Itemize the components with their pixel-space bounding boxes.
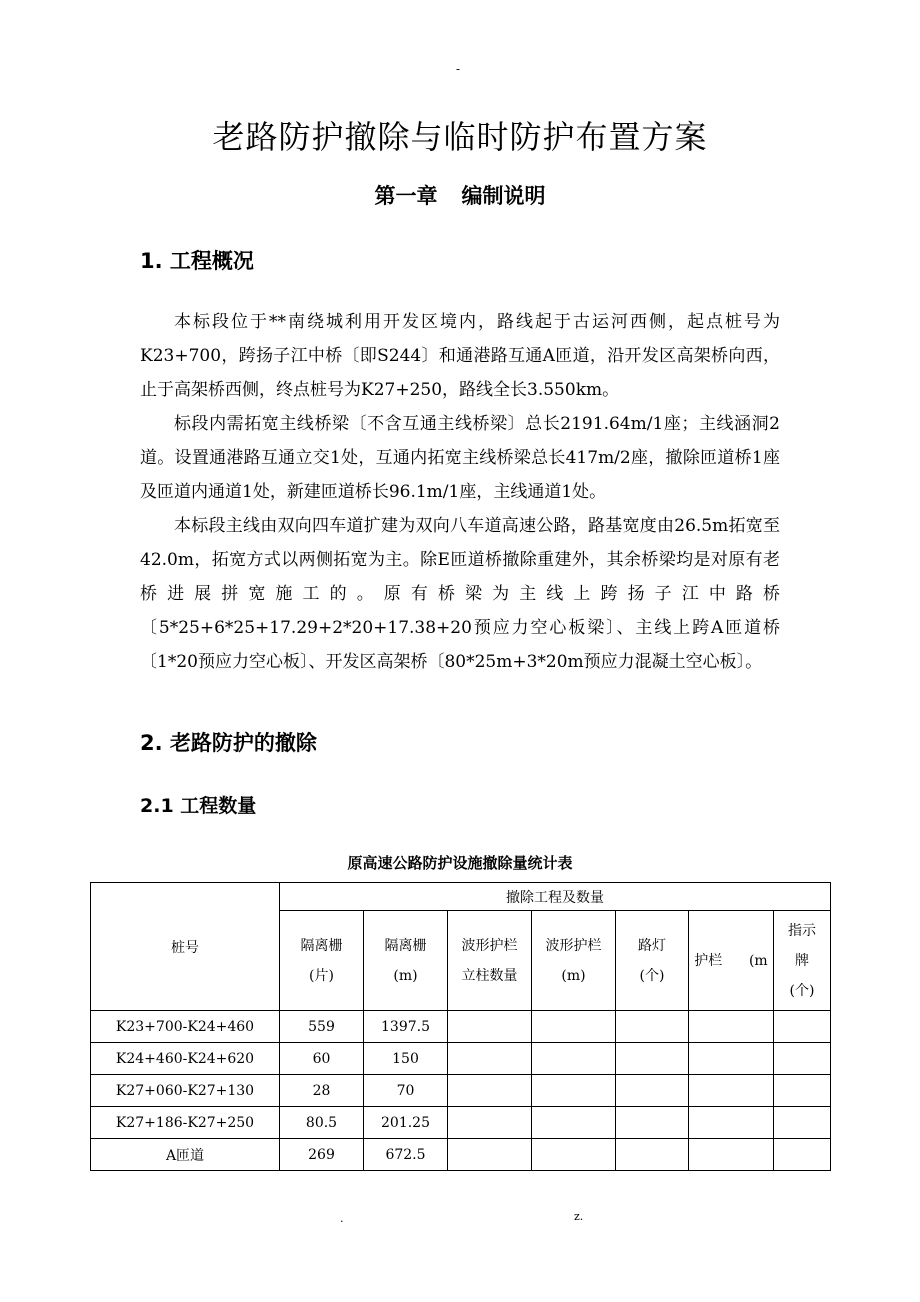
chapter-number: 第一章 xyxy=(374,184,438,208)
guardrail-posts-cell xyxy=(448,1011,532,1043)
paragraph-3: 本标段主线由双向四车道扩建为双向八车道高速公路，路基宽度由26.5m拓宽至42.0m，拓宽方式以两侧拓宽为主。除E匝道桥撤除重建外，其余桥梁均是对原有老桥进展拼宽施工的。原有桥梁为主线上跨扬子江中路桥〔5*25+6*25+17.29+2*20+17.38+20预应力空心板梁〕、主线上跨A匝道桥〔1*20预应力空心板〕、开发区高架桥〔80*25m+3*20m预应力混凝土空心板〕。 xyxy=(140,516,780,672)
column-header: 隔离栅 (片) xyxy=(280,911,364,1011)
column-header: 指示 牌 (个) xyxy=(774,911,831,1011)
sign-cell xyxy=(774,1075,831,1107)
fence-length-cell: 1397.5 xyxy=(364,1011,448,1043)
section-1-heading: 1. 工程概况 xyxy=(140,249,254,273)
guardrail-length-cell xyxy=(532,1075,616,1107)
footer-left-mark: . xyxy=(340,1212,344,1225)
column-header: 波形护栏 立柱数量 xyxy=(448,911,532,1011)
street-light-cell xyxy=(616,1139,689,1171)
table-row xyxy=(91,1043,831,1075)
chapter-heading xyxy=(0,180,920,210)
fence-length-cell: 201.25 xyxy=(364,1107,448,1139)
removal-statistics-table xyxy=(90,882,831,1171)
document-title: 老路防护撤除与临时防护布置方案 xyxy=(212,118,708,156)
stake-header: 桩号 xyxy=(91,883,280,1011)
footer-right-mark: z. xyxy=(574,1210,584,1223)
section-2-1-heading: 2.1 工程数量 xyxy=(140,795,257,817)
stake-cell: K27+186-K27+250 xyxy=(91,1107,280,1139)
stake-cell: K23+700-K24+460 xyxy=(91,1011,280,1043)
sign-cell xyxy=(774,1139,831,1171)
stake-cell: A匝道 xyxy=(91,1139,280,1171)
sign-cell xyxy=(774,1043,831,1075)
chapter-name: 编制说明 xyxy=(461,184,546,208)
section-1-body xyxy=(140,305,780,679)
table-row xyxy=(91,1075,831,1107)
fence-length-cell: 70 xyxy=(364,1075,448,1107)
barrier-cell xyxy=(689,1139,774,1171)
group-header: 撤除工程及数量 xyxy=(280,883,831,911)
guardrail-posts-cell xyxy=(448,1139,532,1171)
stake-cell: K27+060-K27+130 xyxy=(91,1075,280,1107)
sign-cell xyxy=(774,1107,831,1139)
fence-length-cell: 672.5 xyxy=(364,1139,448,1171)
stake-cell: K24+460-K24+620 xyxy=(91,1043,280,1075)
barrier-cell xyxy=(689,1107,774,1139)
barrier-cell xyxy=(689,1075,774,1107)
table-title: 原高速公路防护设施撤除量统计表 xyxy=(347,854,573,872)
guardrail-posts-cell xyxy=(448,1043,532,1075)
street-light-cell xyxy=(616,1075,689,1107)
barrier-cell xyxy=(689,1043,774,1075)
street-light-cell xyxy=(616,1011,689,1043)
header-mark: - xyxy=(456,62,461,76)
fence-length-cell: 150 xyxy=(364,1043,448,1075)
barrier-cell xyxy=(689,1011,774,1043)
sign-cell xyxy=(774,1011,831,1043)
column-header: 波形护栏 (m) xyxy=(532,911,616,1011)
guardrail-posts-cell xyxy=(448,1075,532,1107)
table-row xyxy=(91,1139,831,1171)
fence-pieces-cell: 60 xyxy=(280,1043,364,1075)
fence-pieces-cell: 559 xyxy=(280,1011,364,1043)
guardrail-length-cell xyxy=(532,1139,616,1171)
fence-pieces-cell: 80.5 xyxy=(280,1107,364,1139)
fence-pieces-cell: 28 xyxy=(280,1075,364,1107)
paragraph-2: 标段内需拓宽主线桥梁〔不含互通主线桥梁〕总长2191.64m/1座；主线涵洞2道。设置通港路互通立交1处，互通内拓宽主线桥梁总长417m/2座，撤除匝道桥1座及匝道内通道1处，新建匝道桥长96.1m/1座，主线通道1处。 xyxy=(140,414,780,502)
table-row xyxy=(91,1011,831,1043)
section-2-heading: 2. 老路防护的撤除 xyxy=(140,731,317,755)
guardrail-length-cell xyxy=(532,1043,616,1075)
street-light-cell xyxy=(616,1043,689,1075)
guardrail-length-cell xyxy=(532,1107,616,1139)
column-header: 路灯 (个) xyxy=(616,911,689,1011)
guardrail-posts-cell xyxy=(448,1107,532,1139)
fence-pieces-cell: 269 xyxy=(280,1139,364,1171)
column-header: 护栏 (m xyxy=(689,911,774,1011)
guardrail-length-cell xyxy=(532,1011,616,1043)
table-row xyxy=(91,1107,831,1139)
column-header: 隔离栅 (m) xyxy=(364,911,448,1011)
street-light-cell xyxy=(616,1107,689,1139)
paragraph-1: 本标段位于**南绕城利用开发区境内，路线起于古运河西侧，起点桩号为K23+700，跨扬子江中桥〔即S244〕和通港路互通A匝道，沿开发区高架桥向西，止于高架桥西侧，终点桩号为K27+250，路线全长3.550km。 xyxy=(140,312,780,400)
